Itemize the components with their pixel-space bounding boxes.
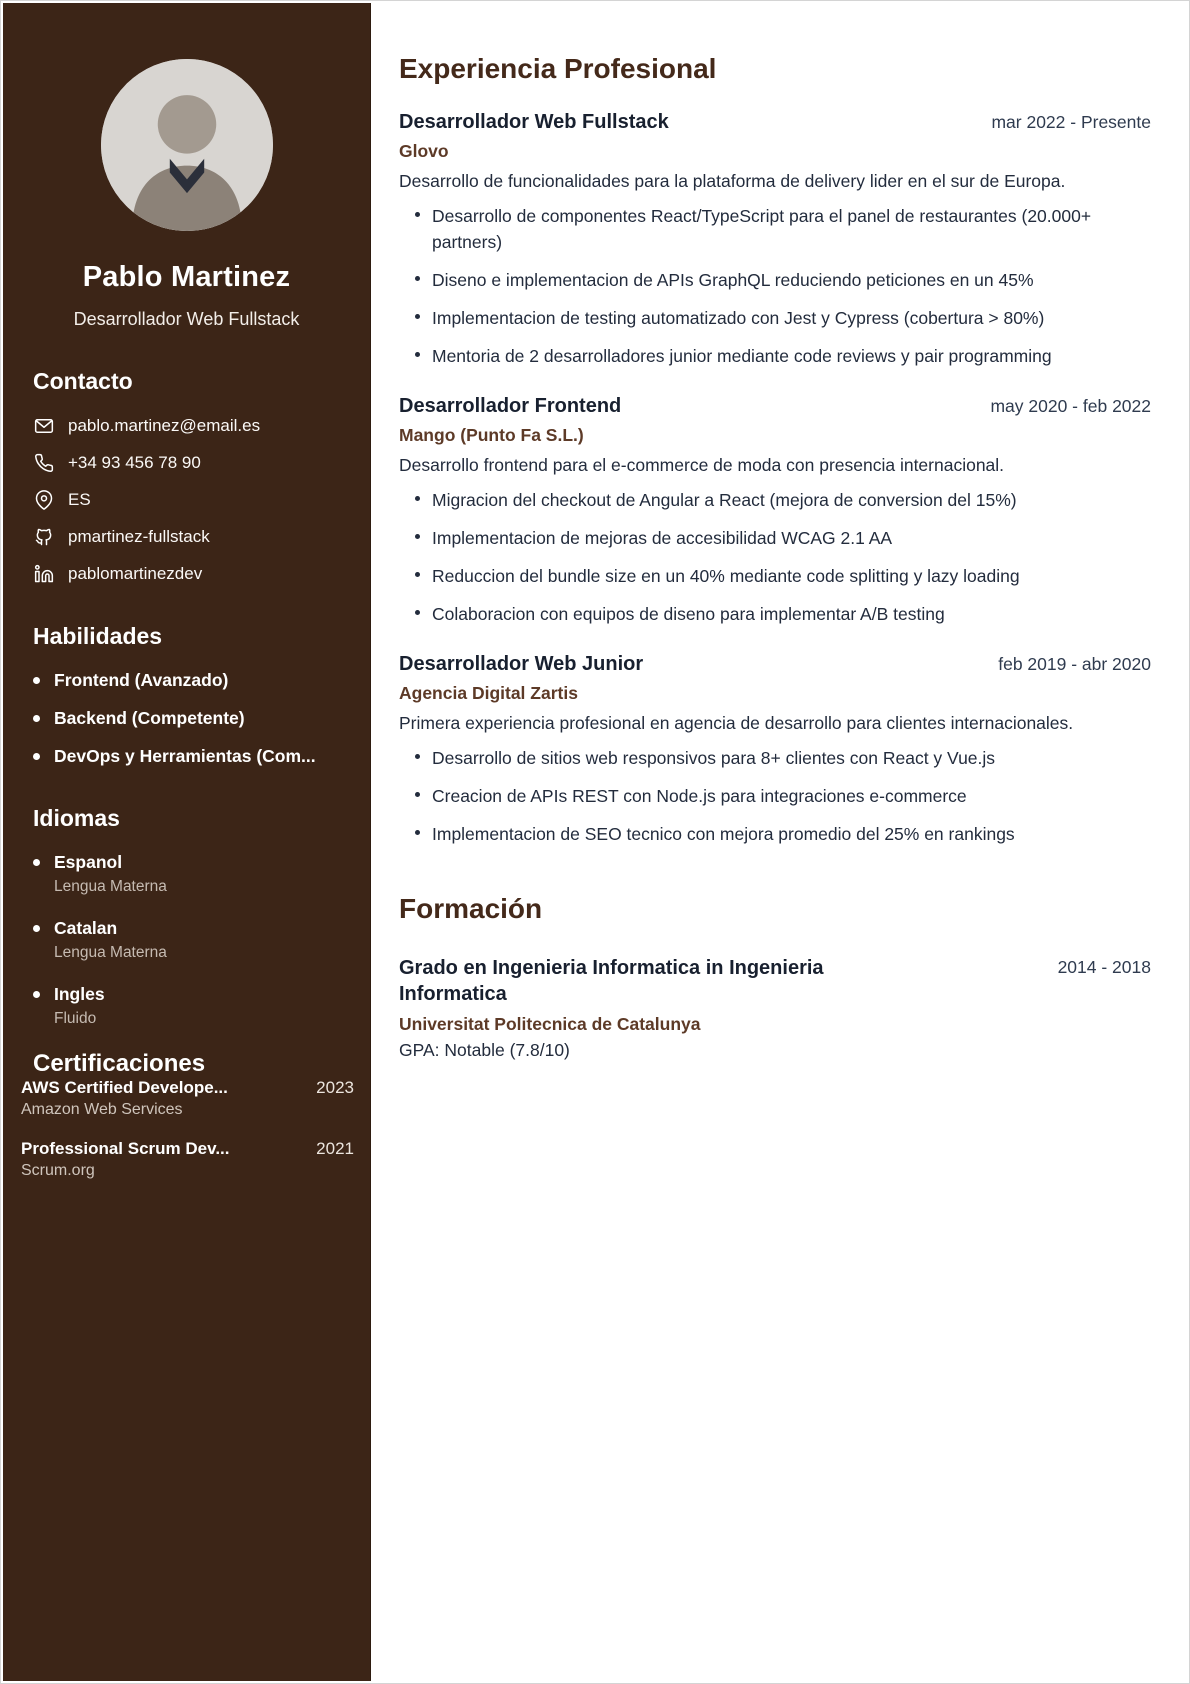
- skills-heading: Habilidades: [33, 623, 163, 649]
- education-degree: Grado en Ingenieria Informatica in Ingenieria Informatica: [399, 957, 824, 1005]
- github-icon: [33, 526, 55, 548]
- certification-year: 2021: [316, 1139, 354, 1158]
- certification-name: AWS Certified Develope...: [21, 1078, 228, 1097]
- contact-section: [3, 368, 370, 585]
- contact-item-phone: [33, 452, 340, 474]
- languages-section: [3, 805, 370, 1028]
- education-gpa: GPA: Notable (7.8/10): [399, 1040, 570, 1060]
- sidebar: [3, 3, 371, 1681]
- certification-item: [21, 1078, 354, 1119]
- language-item: [33, 984, 340, 1028]
- job-bullet: Mentoria de 2 desarrolladores junior mediante code reviews y pair programming: [432, 343, 1092, 369]
- certification-issuer: Amazon Web Services: [21, 1101, 183, 1118]
- job-summary: Desarrollo de funcionalidades para la plataforma de delivery lider en el sur de Europa.: [399, 171, 1066, 191]
- job-entry: [399, 653, 1151, 847]
- certification-year: 2023: [316, 1078, 354, 1097]
- skill-label: Backend (Competente): [54, 708, 245, 728]
- job-dates: feb 2019 - abr 2020: [998, 654, 1151, 674]
- bullet-dot: [33, 859, 40, 866]
- experience-heading: Experiencia Profesional: [399, 53, 717, 84]
- bullet-dot: [33, 715, 40, 722]
- language-item: [33, 852, 340, 896]
- certification-item: [21, 1139, 354, 1180]
- education-school: Universitat Politecnica de Catalunya: [399, 1014, 701, 1034]
- job-bullet: Implementacion de testing automatizado con Jest y Cypress (cobertura > 80%): [432, 305, 1092, 331]
- language-name: Ingles: [54, 984, 105, 1004]
- job-bullet-list: [399, 487, 1151, 627]
- job-bullet-list: [399, 745, 1151, 847]
- job-bullet: Migracion del checkout de Angular a React (mejora de conversion del 15%): [432, 487, 1092, 513]
- job-title: Desarrollador Frontend: [399, 395, 622, 417]
- linkedin-icon: [33, 563, 55, 585]
- bullet-dot: [33, 991, 40, 998]
- certification-issuer: Scrum.org: [21, 1162, 95, 1179]
- person-silhouette-icon: [101, 59, 273, 231]
- job-entry: [399, 395, 1151, 627]
- job-bullet: Desarrollo de componentes React/TypeScript para el panel de restaurantes (20.000+ partners): [432, 203, 1092, 255]
- profile-photo: [101, 59, 273, 231]
- job-company: Mango (Punto Fa S.L.): [399, 425, 584, 445]
- job-company: Agencia Digital Zartis: [399, 683, 578, 703]
- phone-icon: [33, 452, 55, 474]
- language-name: Catalan: [54, 918, 118, 938]
- language-name: Espanol: [54, 852, 123, 872]
- bullet-dot: [33, 925, 40, 932]
- job-bullet: Desarrollo de sitios web responsivos para 8+ clientes con React y Vue.js: [432, 745, 1092, 771]
- contact-email-text: pablo.martinez@email.es: [68, 416, 261, 435]
- contact-linkedin-text: pablomartinezdev: [68, 564, 203, 583]
- job-bullet: Implementacion de SEO tecnico con mejora promedio del 25% en rankings: [432, 821, 1092, 847]
- language-level: Fluido: [54, 1010, 97, 1027]
- job-bullet: Creacion de APIs REST con Node.js para integraciones e-commerce: [432, 783, 1092, 809]
- skill-item: [33, 746, 340, 767]
- job-entry: [399, 111, 1151, 369]
- bullet-dot: [33, 753, 40, 760]
- job-bullet: Diseno e implementacion de APIs GraphQL reduciendo peticiones en un 45%: [432, 267, 1092, 293]
- contact-item-location: [33, 489, 340, 511]
- skill-label: DevOps y Herramientas (Com...: [54, 746, 316, 766]
- contact-item-linkedin: [33, 563, 340, 585]
- skills-section: [3, 623, 370, 767]
- location-icon: [33, 489, 55, 511]
- skill-label: Frontend (Avanzado): [54, 670, 229, 690]
- contact-phone-text: +34 93 456 78 90: [68, 453, 201, 472]
- skill-item: [33, 708, 340, 729]
- certifications-section: [3, 1050, 370, 1180]
- skill-item: [33, 670, 340, 691]
- job-bullet-list: [399, 203, 1151, 369]
- job-summary: Desarrollo frontend para el e-commerce de moda con presencia internacional.: [399, 455, 1005, 475]
- job-title: Desarrollador Web Junior: [399, 653, 644, 675]
- contact-heading: Contacto: [33, 368, 133, 394]
- job-dates: mar 2022 - Presente: [991, 112, 1151, 132]
- bullet-dot: [33, 677, 40, 684]
- languages-heading: Idiomas: [33, 805, 120, 831]
- job-bullet: Reduccion del bundle size en un 40% mediante code splitting y lazy loading: [432, 563, 1092, 589]
- email-icon: [33, 415, 55, 437]
- language-level: Lengua Materna: [54, 944, 167, 961]
- contact-item-email: [33, 415, 340, 437]
- language-level: Lengua Materna: [54, 878, 167, 895]
- contact-location-text: ES: [68, 490, 91, 509]
- contact-github-text: pmartinez-fullstack: [68, 527, 210, 546]
- main-content: [371, 3, 1187, 1681]
- language-item: [33, 918, 340, 962]
- person-role: Desarrollador Web Fullstack: [73, 309, 300, 329]
- education-entry: [399, 955, 1151, 1061]
- certifications-heading: Certificaciones: [33, 1050, 206, 1077]
- job-bullet: Colaboracion con equipos de diseno para implementar A/B testing: [432, 601, 1092, 627]
- job-title: Desarrollador Web Fullstack: [399, 111, 669, 133]
- contact-item-github: [33, 526, 340, 548]
- education-heading: Formación: [399, 893, 543, 924]
- person-name: Pablo Martinez: [82, 261, 291, 293]
- job-company: Glovo: [399, 141, 449, 161]
- job-summary: Primera experiencia profesional en agencia de desarrollo para clientes internacionales.: [399, 713, 1074, 733]
- certification-name: Professional Scrum Dev...: [21, 1139, 230, 1158]
- job-bullet: Implementacion de mejoras de accesibilidad WCAG 2.1 AA: [432, 525, 1092, 551]
- education-dates: 2014 - 2018: [1057, 957, 1151, 977]
- job-dates: may 2020 - feb 2022: [990, 396, 1151, 416]
